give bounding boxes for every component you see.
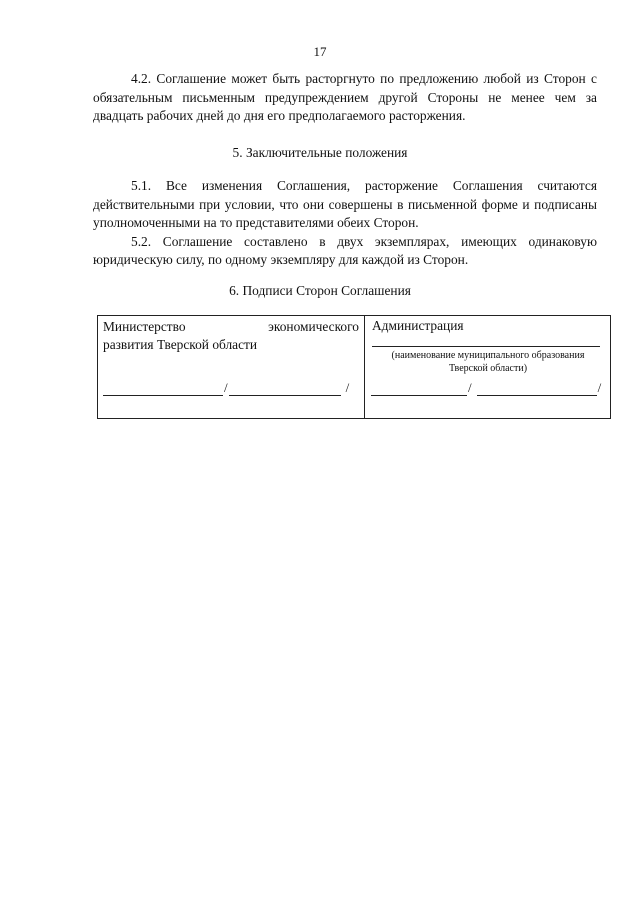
municipality-caption — [365, 349, 611, 375]
ministry-slash-2: / — [345, 380, 350, 395]
ministry-party-name — [103, 318, 359, 354]
page-number: 17 — [313, 44, 327, 59]
section-5-title: 5. Заключительные положения — [232, 145, 408, 160]
ministry-name-line1: Министерство экономического — [103, 319, 359, 334]
municipality-caption-line1: (наименование муниципального образования — [391, 350, 585, 361]
ministry-signature-line[interactable] — [103, 380, 223, 396]
administration-name-line[interactable] — [477, 380, 597, 396]
administration-slash-2: / — [597, 380, 602, 395]
ministry-slash-1: / — [224, 380, 228, 395]
administration-signature-line[interactable] — [371, 380, 467, 396]
clause-4-2: 4.2. Соглашение может быть расторгнуто по предложению любой из Сторон с обязательным письменным предупреждением другой Стороны не менее чем за двадцать рабочих дней до дня его предполагаемого расторжения. — [93, 71, 597, 123]
clause-4-2-block — [93, 70, 597, 126]
signatures-table — [97, 315, 611, 419]
signature-cell-administration — [365, 316, 611, 419]
ministry-signature-row — [103, 380, 350, 396]
ministry-name-line[interactable] — [229, 380, 341, 396]
municipality-name-blank[interactable] — [372, 346, 600, 347]
ministry-name-line2: развития Тверской области — [103, 337, 258, 352]
municipality-caption-line2: Тверской области) — [448, 363, 528, 374]
signature-cell-ministry — [98, 316, 365, 419]
section-6-title: 6. Подписи Сторон Соглашения — [229, 283, 411, 298]
section-5-body — [93, 177, 597, 270]
clause-5-2: 5.2. Соглашение составлено в двух экземплярах, имеющих одинаковую юридическую силу, по одному экземпляру для каждой из Сторон. — [93, 233, 597, 267]
clause-5-1: 5.1. Все изменения Соглашения, расторжение Соглашения считаются действительными при условии, что они совершены в письменной форме и подписаны уполномоченными на то представителями обеих Сторон. — [93, 178, 597, 230]
administration-party-name: Администрация — [372, 318, 464, 333]
administration-signature-row — [371, 380, 602, 396]
administration-slash-1: / — [468, 380, 472, 395]
